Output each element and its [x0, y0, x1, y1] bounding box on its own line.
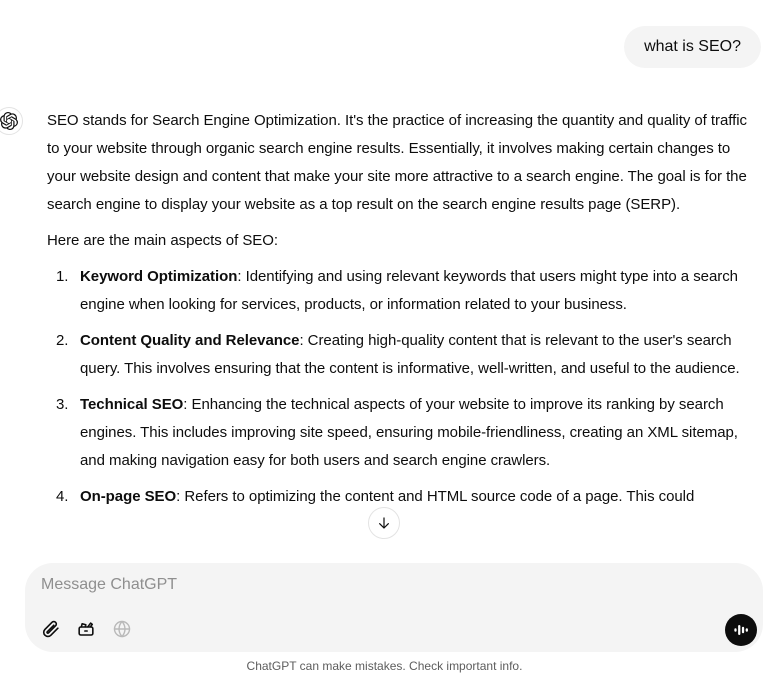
- list-item-number: 4.: [56, 488, 69, 505]
- list-item-body: : Enhancing the technical aspects of your website to improve its ranking by search engines. This includes improving site speed, ensuring mobile-friendliness, creating an XML sitemap, and making navigation easy for both users and search engine crawlers.: [80, 396, 738, 469]
- user-message-bubble: what is SEO?: [624, 26, 761, 68]
- arrow-down-icon: [376, 515, 392, 531]
- list-item-number: 1.: [56, 268, 69, 285]
- list-item-body: : Creating high-quality content that is relevant to the user's search query. This involves ensuring that the content is informative, well-written, and useful to the audience.: [80, 332, 740, 377]
- list-item: [47, 483, 761, 511]
- web-search-button[interactable]: [106, 613, 138, 645]
- list-item-title: Keyword Optimization: [80, 268, 238, 285]
- composer-toolbar: [34, 613, 138, 645]
- audio-waveform-icon: [732, 621, 750, 639]
- scroll-to-bottom-button[interactable]: [368, 507, 400, 539]
- disclaimer-text: ChatGPT can make mistakes. Check important info.: [246, 659, 523, 673]
- list-item: [47, 391, 761, 475]
- assistant-paragraph: Here are the main aspects of SEO:: [47, 232, 278, 249]
- message-input[interactable]: Message ChatGPT: [41, 576, 178, 593]
- list-item-body: : Identifying and using relevant keywords that users might type into a search engine when looking for services, products, or information related to your business.: [80, 268, 738, 313]
- list-item-number: 2.: [56, 332, 69, 349]
- chat-thread: [47, 0, 761, 519]
- voice-mode-button[interactable]: [725, 614, 757, 646]
- list-item: [47, 263, 761, 319]
- openai-logo-icon: [0, 112, 18, 130]
- list-item: [47, 327, 761, 383]
- toolbox-button[interactable]: [70, 613, 102, 645]
- assistant-paragraph: SEO stands for Search Engine Optimization. It's the practice of increasing the quantity and quality of traffic to your website through organic search engine results. Essentially, it involves making certain changes to your website design and content that make your site more attractive to a search engine. The goal is for the search engine to display your website as a top result on the search engine results page (SERP).: [47, 112, 747, 213]
- toolbox-icon: [76, 619, 96, 639]
- paperclip-icon: [40, 619, 60, 639]
- list-item-title: Technical SEO: [80, 396, 184, 413]
- list-item-number: 3.: [56, 396, 69, 413]
- attach-file-button[interactable]: [34, 613, 66, 645]
- list-item-body: : Refers to optimizing the content and HTML source code of a page. This could: [176, 488, 695, 505]
- list-item-title: Content Quality and Relevance: [80, 332, 300, 349]
- globe-icon: [112, 619, 132, 639]
- assistant-avatar: [0, 107, 23, 135]
- assistant-message: [47, 107, 761, 511]
- user-message-row: [47, 26, 761, 68]
- list-item-title: On-page SEO: [80, 488, 177, 505]
- message-composer[interactable]: [25, 563, 763, 652]
- seo-aspects-list: [47, 263, 761, 511]
